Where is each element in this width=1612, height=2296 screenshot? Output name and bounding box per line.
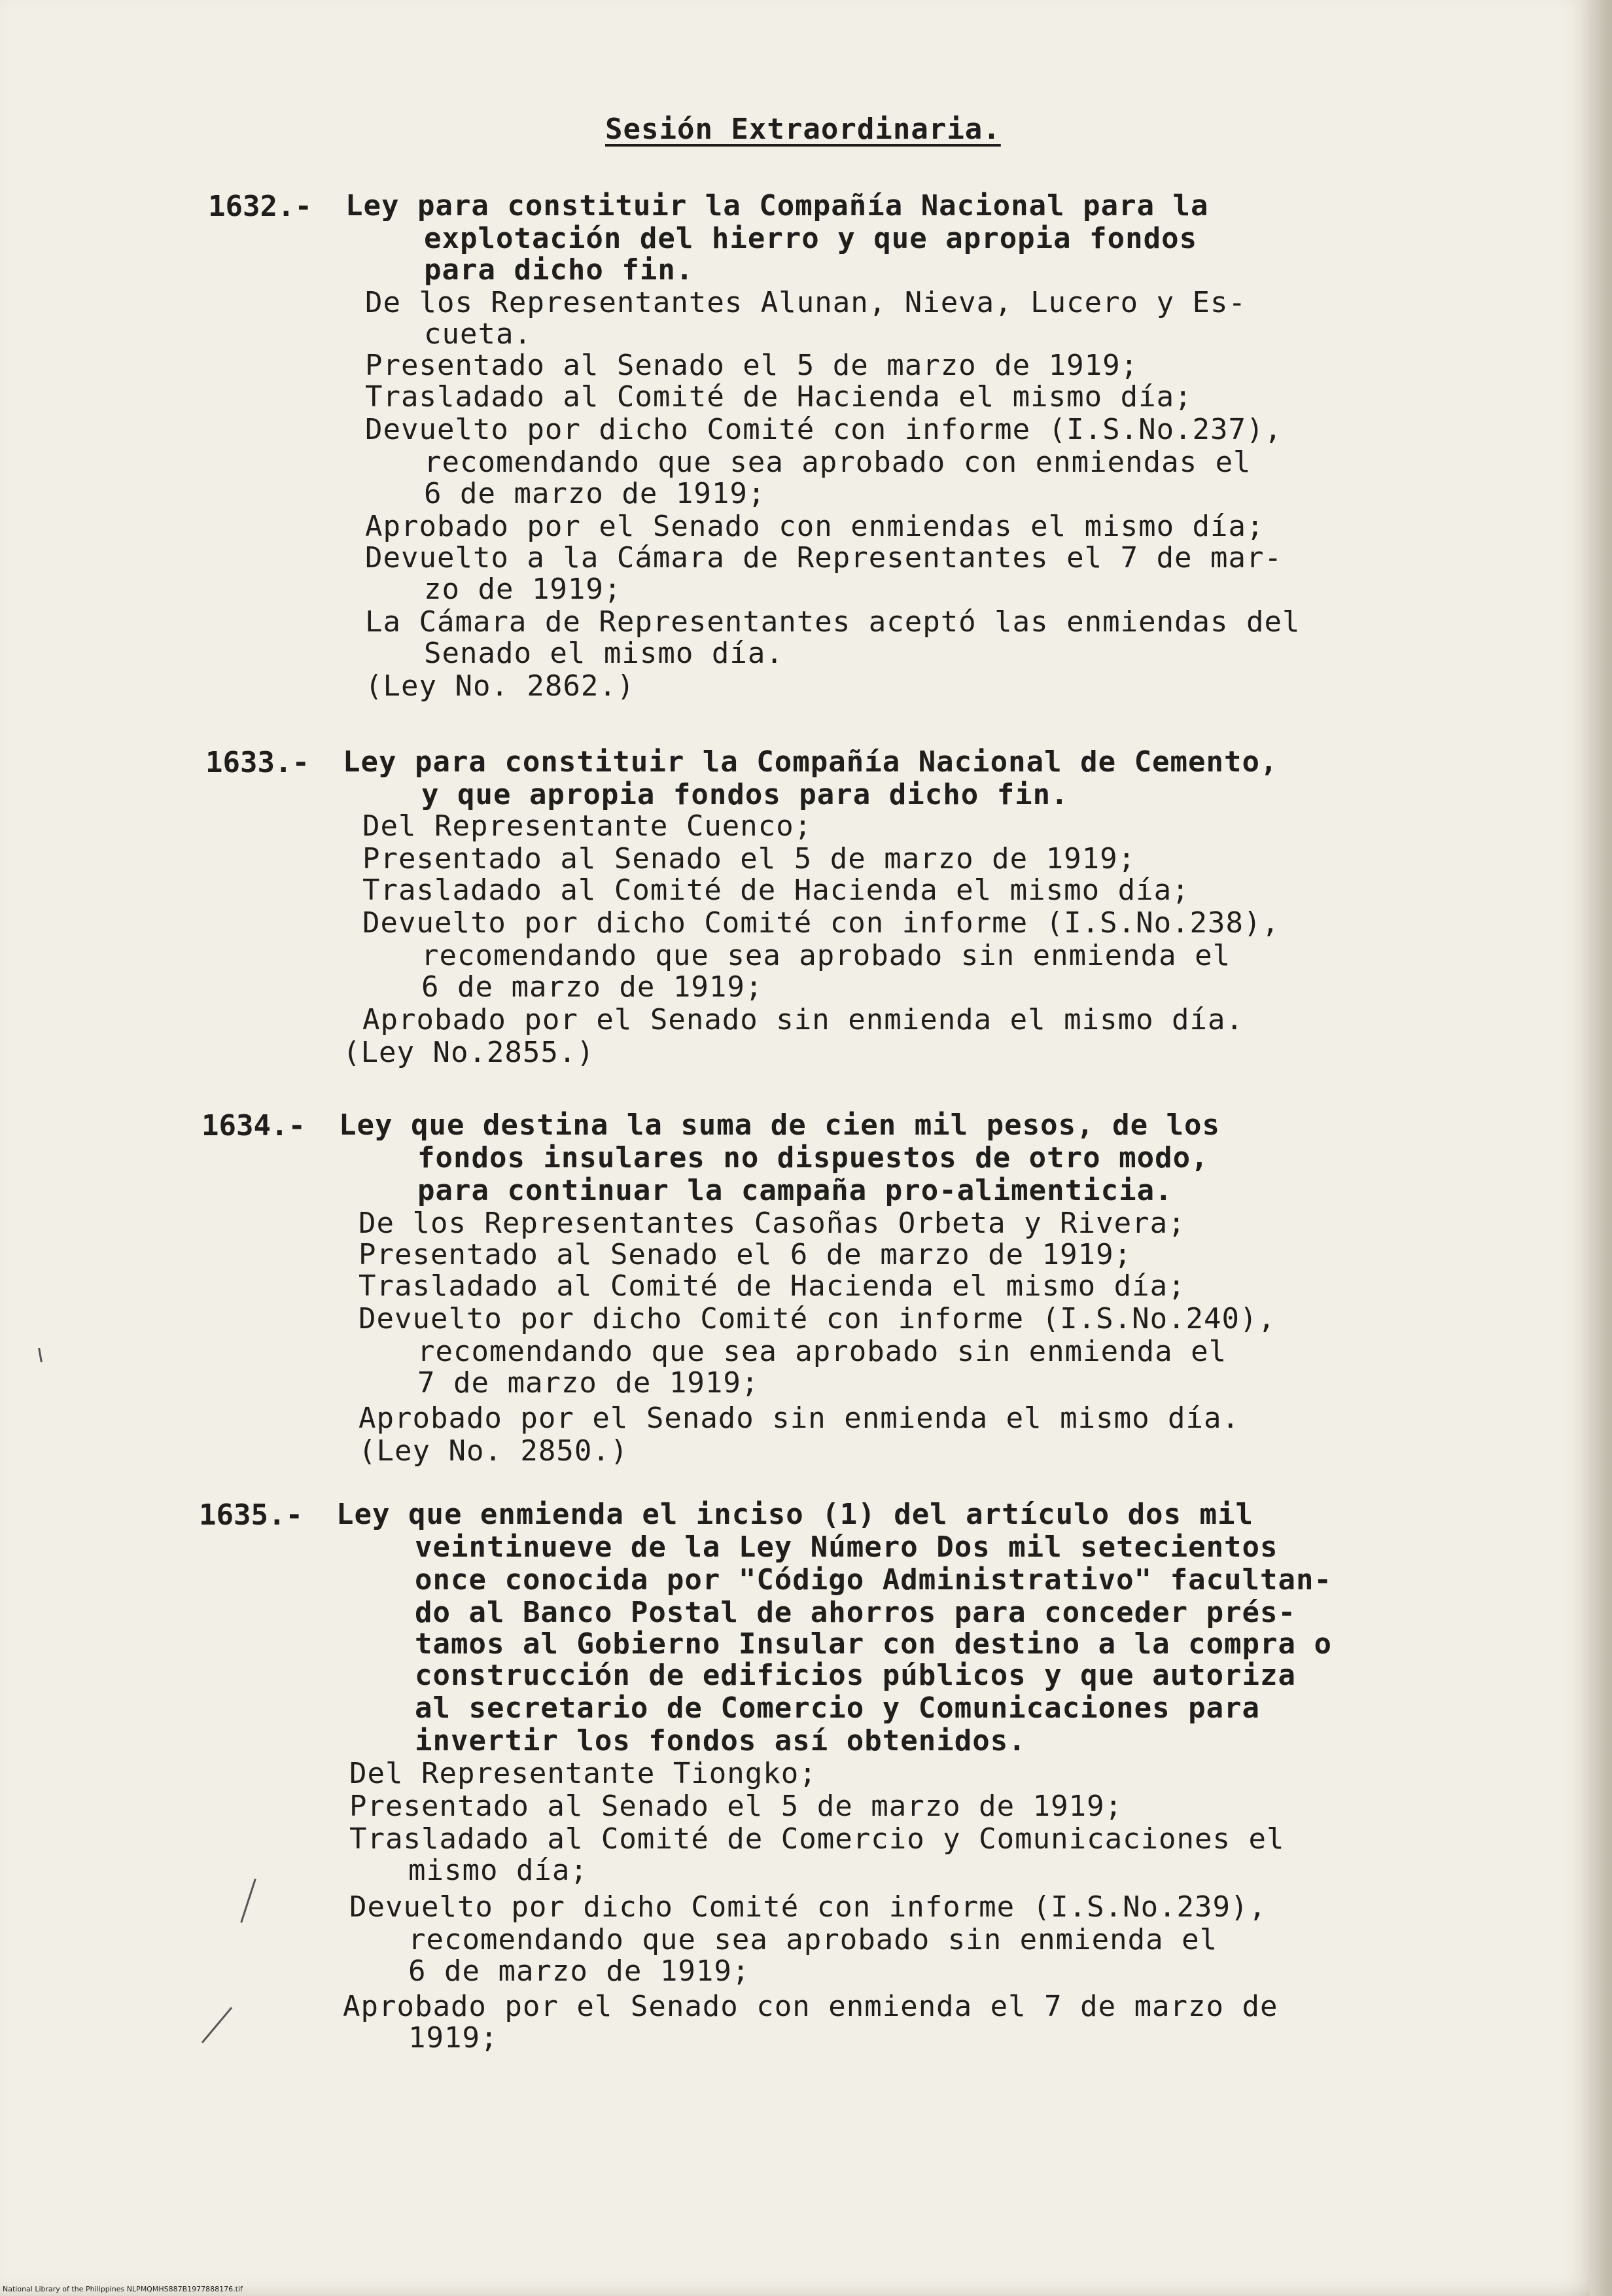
entry-line: 7 de marzo de 1919;: [417, 1366, 760, 1400]
entry-title-line: Ley que enmienda el inciso (1) del artículo dos mil: [336, 1498, 1254, 1531]
entry-title-line: fondos insulares no dispuestos de otro modo,: [417, 1141, 1209, 1174]
entry-line: Presentado al Senado el 5 de marzo de 1919;: [365, 349, 1139, 382]
entry-number: 1635.-: [199, 1498, 303, 1532]
entry-line: Presentado al Senado el 5 de marzo de 1919;: [349, 1790, 1123, 1823]
entry-line: Devuelto por dicho Comité con informe (I.S.No.239),: [349, 1890, 1267, 1924]
entry-title-line: tamos al Gobierno Insular con destino a la compra o: [415, 1627, 1333, 1661]
entry-title-line: para continuar la campaña pro-alimenticia.: [417, 1174, 1173, 1207]
entry-line: 6 de marzo de 1919;: [421, 970, 763, 1004]
entry-line: recomendando que sea aprobado sin enmienda el: [421, 939, 1231, 972]
entry-line: mismo día;: [408, 1854, 588, 1887]
page-edge: [1590, 0, 1612, 2296]
entry-line: recomendando que sea aprobado sin enmienda el: [417, 1335, 1227, 1368]
entry-title-line: Ley para constituir la Compañía Nacional para la: [345, 189, 1209, 222]
entry-line: Trasladado al Comité de Hacienda el mismo día;: [359, 1269, 1186, 1303]
entry-line: 6 de marzo de 1919;: [408, 1954, 750, 1988]
entry-line: recomendando que sea aprobado con enmiendas el: [424, 446, 1252, 479]
entry-line: 6 de marzo de 1919;: [424, 477, 766, 510]
margin-mark: [202, 2007, 232, 2043]
entry-line: Devuelto por dicho Comité con informe (I.S.No.237),: [365, 413, 1283, 446]
entry-line: Trasladado al Comité de Hacienda el mismo día;: [365, 380, 1193, 414]
entry-line: Devuelto por dicho Comité con informe (I.S.No.238),: [362, 906, 1280, 940]
entry-line: La Cámara de Representantes aceptó las enmiendas del: [365, 605, 1301, 639]
entry-title-line: explotación del hierro y que apropia fondos: [424, 222, 1198, 255]
entry-line: Del Representante Tiongko;: [349, 1757, 817, 1790]
entry-line: recomendando que sea aprobado sin enmienda el: [408, 1923, 1218, 1956]
entry-line: Senado el mismo día.: [424, 637, 784, 670]
margin-mark: [38, 1348, 43, 1362]
entry-line: Aprobado por el Senado con enmienda el 7 de marzo de: [343, 1990, 1278, 2023]
entry-line: (Ley No.2855.): [343, 1036, 595, 1069]
entry-number: 1634.-: [202, 1109, 306, 1142]
entry-title-line: once conocida por "Código Administrativo" facultan-: [415, 1563, 1333, 1597]
entry-line: zo de 1919;: [424, 573, 622, 606]
entry-title-line: Ley que destina la suma de cien mil pesos, de los: [339, 1108, 1221, 1142]
entry-line: Presentado al Senado el 5 de marzo de 1919;: [362, 842, 1136, 875]
entry-line: De los Representantes Alunan, Nieva, Lucero y Es-: [365, 286, 1247, 319]
entry-line: 1919;: [408, 2021, 499, 2055]
margin-mark: [240, 1879, 256, 1923]
entry-title-line: para dicho fin.: [424, 253, 694, 287]
entry-line: (Ley No. 2850.): [359, 1434, 629, 1468]
entry-line: cueta.: [424, 317, 532, 351]
archive-footer: National Library of the Philippines NLPMQMHS887B1977888176.tif: [3, 2285, 243, 2293]
entry-line: (Ley No. 2862.): [365, 669, 635, 703]
entry-title-line: al secretario de Comercio y Comunicaciones para: [415, 1691, 1261, 1725]
entry-line: Aprobado por el Senado con enmiendas el mismo día;: [365, 510, 1265, 543]
entry-line: Devuelto por dicho Comité con informe (I.S.No.240),: [359, 1302, 1276, 1335]
entry-title-line: veintinueve de la Ley Número Dos mil setecientos: [415, 1530, 1278, 1564]
entry-line: Trasladado al Comité de Hacienda el mismo día;: [362, 874, 1190, 907]
entry-title-line: Ley para constituir la Compañía Nacional de Cemento,: [343, 745, 1278, 779]
entry-line: Del Representante Cuenco;: [362, 809, 813, 843]
entry-title-line: construcción de edificios públicos y que autoriza: [415, 1659, 1297, 1692]
entry-title-line: do al Banco Postal de ahorros para conceder prés-: [415, 1596, 1297, 1629]
entry-number: 1633.-: [205, 746, 309, 779]
entry-number: 1632.-: [208, 190, 312, 223]
entry-title-line: y que apropia fondos para dicho fin.: [421, 778, 1069, 811]
entry-line: Trasladado al Comité de Comercio y Comunicaciones el: [349, 1822, 1285, 1856]
entry-line: Aprobado por el Senado sin enmienda el mismo día.: [362, 1003, 1244, 1036]
page-heading: Sesión Extraordinaria.: [605, 113, 1001, 146]
entry-title-line: invertir los fondos así obtenidos.: [415, 1724, 1026, 1757]
entry-line: Presentado al Senado el 6 de marzo de 1919;: [359, 1238, 1132, 1271]
entry-line: De los Representantes Casoñas Orbeta y Rivera;: [359, 1207, 1186, 1240]
entry-line: Devuelto a la Cámara de Representantes el 7 de mar-: [365, 541, 1283, 574]
entry-line: Aprobado por el Senado sin enmienda el mismo día.: [359, 1402, 1240, 1435]
